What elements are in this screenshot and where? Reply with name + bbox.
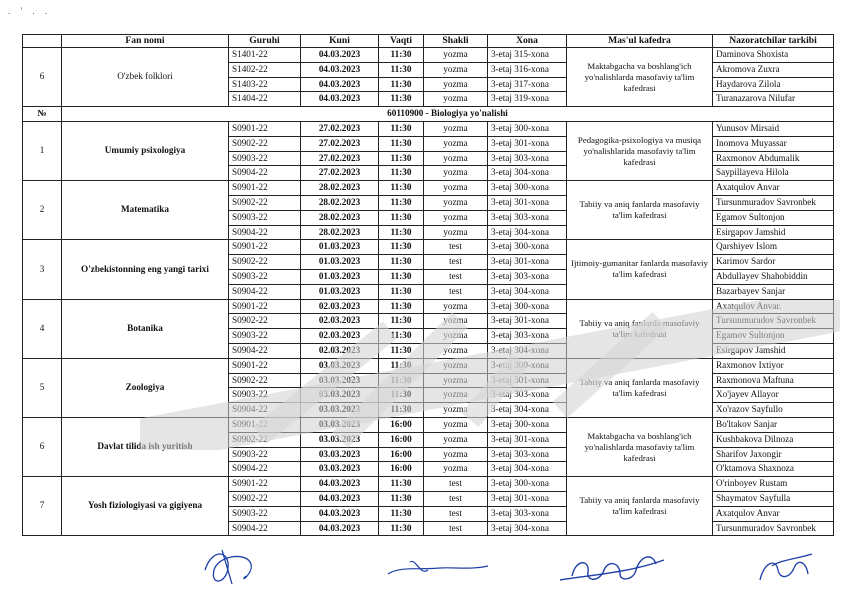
signature-4-icon: [760, 554, 812, 580]
room: 3-etaj 316-xona: [488, 62, 567, 77]
supervisor-name: Sharifov Jaxongir: [713, 447, 834, 462]
exam-time: 11:30: [379, 314, 424, 329]
section-row: [23, 107, 834, 122]
supervisor-name: Axatqulov Anvar: [713, 506, 834, 521]
col-header-shakl: Shakli: [424, 35, 488, 48]
row-number: 6: [23, 417, 62, 476]
table-row: [23, 121, 834, 136]
exam-form: yozma: [424, 210, 488, 225]
exam-date: 02.03.2023: [301, 343, 379, 358]
supervisor-name: Egamov Sultonjon: [713, 329, 834, 344]
exam-date: 03.03.2023: [301, 358, 379, 373]
room: 3-etaj 304-xona: [488, 284, 567, 299]
room: 3-etaj 301-xona: [488, 373, 567, 388]
responsible-department: Maktabgacha va boshlang'ich yo'nalishlarda masofaviy ta'lim kafedrasi: [567, 48, 713, 107]
exam-form: yozma: [424, 462, 488, 477]
exam-form: yozma: [424, 166, 488, 181]
room: 3-etaj 300-xona: [488, 477, 567, 492]
exam-form: yozma: [424, 299, 488, 314]
exam-date: 03.03.2023: [301, 432, 379, 447]
exam-form: yozma: [424, 121, 488, 136]
exam-time: 11:30: [379, 521, 424, 536]
signatures: [0, 540, 842, 596]
group-code: S0902-22: [229, 432, 301, 447]
room: 3-etaj 303-xona: [488, 329, 567, 344]
col-header-kun: Kuni: [301, 35, 379, 48]
exam-time: 11:30: [379, 195, 424, 210]
col-header-no: [23, 35, 62, 48]
exam-date: 03.03.2023: [301, 388, 379, 403]
group-code: S0902-22: [229, 373, 301, 388]
exam-date: 27.02.2023: [301, 136, 379, 151]
group-code: S0903-22: [229, 151, 301, 166]
page-marks: . ' . .: [8, 6, 52, 16]
supervisor-name: Raxmonova Maftuna: [713, 373, 834, 388]
exam-time: 16:00: [379, 462, 424, 477]
exam-date: 27.02.2023: [301, 151, 379, 166]
supervisor-name: Egamov Sultonjon: [713, 210, 834, 225]
subject-name: Umumiy psixologiya: [62, 121, 229, 180]
exam-form: test: [424, 284, 488, 299]
exam-time: 11:30: [379, 284, 424, 299]
exam-date: 04.03.2023: [301, 92, 379, 107]
exam-time: 11:30: [379, 388, 424, 403]
responsible-department: Pedagogika-psixologiya va musiqa yo'nalishlarida masofaviy ta'lim kafedrasi: [567, 121, 713, 180]
exam-time: 16:00: [379, 432, 424, 447]
row-number: 4: [23, 299, 62, 358]
group-code: S0903-22: [229, 210, 301, 225]
supervisor-name: O'rinboyev Rustam: [713, 477, 834, 492]
exam-form: yozma: [424, 151, 488, 166]
subject-name: Yosh fiziologiyasi va gigiyena: [62, 477, 229, 536]
exam-time: 11:30: [379, 166, 424, 181]
exam-date: 01.03.2023: [301, 255, 379, 270]
supervisor-name: Tursunmuradov Savronbek: [713, 195, 834, 210]
exam-form: yozma: [424, 48, 488, 63]
room: 3-etaj 301-xona: [488, 314, 567, 329]
exam-time: 11:30: [379, 506, 424, 521]
room: 3-etaj 300-xona: [488, 240, 567, 255]
group-code: S0903-22: [229, 269, 301, 284]
signature-2-icon: [388, 561, 488, 574]
room: 3-etaj 304-xona: [488, 343, 567, 358]
col-header-kafedra: Mas'ul kafedra: [567, 35, 713, 48]
exam-form: yozma: [424, 181, 488, 196]
supervisor-name: Haydarova Zilola: [713, 77, 834, 92]
group-code: S0903-22: [229, 329, 301, 344]
room: 3-etaj 317-xona: [488, 77, 567, 92]
responsible-department: Tabiiy va aniq fanlarda masofaviy ta'lim kafedrasi: [567, 477, 713, 536]
supervisor-name: Inomova Muyassar: [713, 136, 834, 151]
table-row: [23, 48, 834, 63]
room: 3-etaj 300-xona: [488, 121, 567, 136]
room: 3-etaj 301-xona: [488, 195, 567, 210]
room: 3-etaj 304-xona: [488, 521, 567, 536]
table-row: [23, 477, 834, 492]
supervisor-name: Karimov Sardor: [713, 255, 834, 270]
exam-form: yozma: [424, 314, 488, 329]
col-header-vaqt: Vaqti: [379, 35, 424, 48]
exam-form: test: [424, 269, 488, 284]
exam-form: test: [424, 240, 488, 255]
group-code: S0901-22: [229, 181, 301, 196]
exam-time: 11:30: [379, 255, 424, 270]
exam-time: 11:30: [379, 121, 424, 136]
section-title: 60110900 - Biologiya yo'nalishi: [62, 107, 834, 122]
table-row: [23, 417, 834, 432]
group-code: S0901-22: [229, 477, 301, 492]
exam-date: 04.03.2023: [301, 48, 379, 63]
exam-form: yozma: [424, 225, 488, 240]
table-row: [23, 299, 834, 314]
exam-form: yozma: [424, 136, 488, 151]
row-number: 5: [23, 358, 62, 417]
group-code: S0904-22: [229, 166, 301, 181]
exam-time: 11:30: [379, 62, 424, 77]
group-code: S0902-22: [229, 255, 301, 270]
exam-date: 04.03.2023: [301, 506, 379, 521]
exam-time: 11:30: [379, 151, 424, 166]
col-header-nazorat: Nazoratchilar tarkibi: [713, 35, 834, 48]
exam-date: 28.02.2023: [301, 181, 379, 196]
supervisor-name: Xo'jayev Allayor: [713, 388, 834, 403]
exam-form: yozma: [424, 388, 488, 403]
group-code: S0901-22: [229, 417, 301, 432]
exam-time: 11:30: [379, 343, 424, 358]
exam-time: 11:30: [379, 181, 424, 196]
room: 3-etaj 303-xona: [488, 151, 567, 166]
room: 3-etaj 304-xona: [488, 166, 567, 181]
group-code: S0903-22: [229, 447, 301, 462]
exam-time: 11:30: [379, 225, 424, 240]
room: 3-etaj 301-xona: [488, 136, 567, 151]
exam-time: 11:30: [379, 77, 424, 92]
group-code: S0904-22: [229, 343, 301, 358]
exam-form: yozma: [424, 62, 488, 77]
exam-date: 02.03.2023: [301, 299, 379, 314]
supervisor-name: Tursunmuradov Savronbek: [713, 314, 834, 329]
supervisor-name: Qarshiyev Islom: [713, 240, 834, 255]
responsible-department: Tabiiy va aniq fanlarda masofaviy ta'lim kafedrasi: [567, 181, 713, 240]
supervisor-name: Raxmonov Ixtiyor: [713, 358, 834, 373]
exam-time: 11:30: [379, 92, 424, 107]
responsible-department: Tabiiy va aniq fanlarda masofaviy ta'lim kafedrasi: [567, 299, 713, 358]
exam-date: 28.02.2023: [301, 195, 379, 210]
exam-date: 04.03.2023: [301, 77, 379, 92]
group-code: S0901-22: [229, 299, 301, 314]
subject-name: O'zbekistonning eng yangi tarixi: [62, 240, 229, 299]
exam-time: 11:30: [379, 477, 424, 492]
responsible-department: Ijtimoiy-gumanitar fanlarda masofaviy ta'lim kafedrasi: [567, 240, 713, 299]
group-code: S0904-22: [229, 403, 301, 418]
exam-date: 27.02.2023: [301, 121, 379, 136]
responsible-department: Maktabgacha va boshlang'ich yo'nalishlarda masofaviy ta'lim kafedrasi: [567, 417, 713, 476]
section-header: [23, 107, 834, 122]
table-row: [23, 358, 834, 373]
exam-form: yozma: [424, 417, 488, 432]
exam-date: 03.03.2023: [301, 373, 379, 388]
supervisor-name: Esirgapov Jamshid: [713, 343, 834, 358]
table-row: [23, 181, 834, 196]
supervisor-name: Tursunmuradov Savronbek: [713, 521, 834, 536]
exam-date: 28.02.2023: [301, 225, 379, 240]
exam-date: 03.03.2023: [301, 403, 379, 418]
exam-form: yozma: [424, 329, 488, 344]
supervisor-name: Turanazarova Nilufar: [713, 92, 834, 107]
exam-date: 28.02.2023: [301, 210, 379, 225]
group-code: S1401-22: [229, 48, 301, 63]
room: 3-etaj 304-xona: [488, 225, 567, 240]
supervisor-name: Saypillayeva Hilola: [713, 166, 834, 181]
supervisor-name: Raxmonov Abdumalik: [713, 151, 834, 166]
subject-name: Davlat tilida ish yuritish: [62, 417, 229, 476]
group-code: S1403-22: [229, 77, 301, 92]
room: 3-etaj 300-xona: [488, 181, 567, 196]
exam-form: test: [424, 506, 488, 521]
exam-form: yozma: [424, 358, 488, 373]
group-code: S0903-22: [229, 388, 301, 403]
exam-date: 03.03.2023: [301, 447, 379, 462]
exam-time: 11:30: [379, 299, 424, 314]
subject-name: Matematika: [62, 181, 229, 240]
subject-name: Zoologiya: [62, 358, 229, 417]
exam-form: test: [424, 255, 488, 270]
exam-form: test: [424, 521, 488, 536]
table-row: [23, 240, 834, 255]
room: 3-etaj 301-xona: [488, 432, 567, 447]
supervisor-name: Bazarbayev Sanjar: [713, 284, 834, 299]
exam-time: 11:30: [379, 491, 424, 506]
group-code: S1404-22: [229, 92, 301, 107]
exam-time: 11:30: [379, 358, 424, 373]
exam-form: yozma: [424, 77, 488, 92]
row-number: 7: [23, 477, 62, 536]
room: 3-etaj 300-xona: [488, 417, 567, 432]
group-code: S0902-22: [229, 136, 301, 151]
exam-date: 02.03.2023: [301, 314, 379, 329]
supervisor-name: Shaymatov Sayfulla: [713, 491, 834, 506]
exam-time: 11:30: [379, 136, 424, 151]
room: 3-etaj 303-xona: [488, 269, 567, 284]
room: 3-etaj 303-xona: [488, 388, 567, 403]
exam-date: 01.03.2023: [301, 269, 379, 284]
room: 3-etaj 300-xona: [488, 358, 567, 373]
group-code: S0904-22: [229, 462, 301, 477]
subject-name: O'zbek folklori: [62, 48, 229, 107]
supervisor-name: Yunusov Mirsaid: [713, 121, 834, 136]
row-number: 1: [23, 121, 62, 180]
room: 3-etaj 319-xona: [488, 92, 567, 107]
section-no-label: №: [23, 107, 62, 122]
exam-form: yozma: [424, 403, 488, 418]
exam-date: 03.03.2023: [301, 417, 379, 432]
group-code: S0901-22: [229, 358, 301, 373]
exam-time: 11:30: [379, 329, 424, 344]
exam-date: 04.03.2023: [301, 521, 379, 536]
col-header-guruh: Guruhi: [229, 35, 301, 48]
exam-date: 04.03.2023: [301, 491, 379, 506]
subject-name: Botanika: [62, 299, 229, 358]
exam-form: test: [424, 477, 488, 492]
exam-form: yozma: [424, 92, 488, 107]
group-code: S0903-22: [229, 506, 301, 521]
main-blocks: [23, 121, 834, 535]
exam-date: 01.03.2023: [301, 240, 379, 255]
signature-1-icon: [205, 550, 251, 584]
room: 3-etaj 301-xona: [488, 255, 567, 270]
exam-date: 01.03.2023: [301, 284, 379, 299]
room: 3-etaj 301-xona: [488, 491, 567, 506]
exam-time: 16:00: [379, 447, 424, 462]
exam-date: 03.03.2023: [301, 462, 379, 477]
exam-time: 11:30: [379, 210, 424, 225]
supervisor-name: Akromova Zuxra: [713, 62, 834, 77]
col-header-xona: Xona: [488, 35, 567, 48]
col-header-fan: Fan nomi: [62, 35, 229, 48]
supervisor-name: Kushbakova Dilnoza: [713, 432, 834, 447]
supervisor-name: Bo'ltakov Sanjar: [713, 417, 834, 432]
supervisor-name: O'ktamova Shaxnoza: [713, 462, 834, 477]
group-code: S0901-22: [229, 240, 301, 255]
exam-time: 11:30: [379, 269, 424, 284]
exam-schedule-table: [22, 34, 834, 536]
supervisor-name: Daminova Shoxista: [713, 48, 834, 63]
supervisor-name: Abdullayev Shahobiddin: [713, 269, 834, 284]
group-code: S0902-22: [229, 195, 301, 210]
exam-form: yozma: [424, 447, 488, 462]
group-code: S0904-22: [229, 284, 301, 299]
room: 3-etaj 315-xona: [488, 48, 567, 63]
exam-form: test: [424, 491, 488, 506]
group-code: S0902-22: [229, 314, 301, 329]
exam-date: 02.03.2023: [301, 329, 379, 344]
supervisor-name: Esirgapov Jamshid: [713, 225, 834, 240]
exam-time: 11:30: [379, 48, 424, 63]
room: 3-etaj 300-xona: [488, 299, 567, 314]
room: 3-etaj 304-xona: [488, 462, 567, 477]
row-number: 3: [23, 240, 62, 299]
exam-date: 27.02.2023: [301, 166, 379, 181]
exam-time: 16:00: [379, 417, 424, 432]
row-number: 2: [23, 181, 62, 240]
group-code: S1402-22: [229, 62, 301, 77]
table-header-row: [23, 35, 834, 48]
exam-date: 04.03.2023: [301, 62, 379, 77]
room: 3-etaj 304-xona: [488, 403, 567, 418]
group-code: S0902-22: [229, 491, 301, 506]
room: 3-etaj 303-xona: [488, 210, 567, 225]
supervisor-name: Xo'razov Sayfullo: [713, 403, 834, 418]
responsible-department: Tabiiy va aniq fanlarda masofaviy ta'lim kafedrasi: [567, 358, 713, 417]
row-number: 6: [23, 48, 62, 107]
exam-form: yozma: [424, 373, 488, 388]
room: 3-etaj 303-xona: [488, 506, 567, 521]
exam-time: 11:30: [379, 373, 424, 388]
group-code: S0904-22: [229, 225, 301, 240]
group-code: S0901-22: [229, 121, 301, 136]
exam-form: yozma: [424, 195, 488, 210]
top-block: [23, 48, 834, 107]
room: 3-etaj 303-xona: [488, 447, 567, 462]
group-code: S0904-22: [229, 521, 301, 536]
exam-time: 11:30: [379, 240, 424, 255]
supervisor-name: Axatqulov Anvar.: [713, 299, 834, 314]
signature-3-icon: [560, 557, 664, 580]
supervisor-name: Axatqulov Anvar: [713, 181, 834, 196]
exam-form: yozma: [424, 343, 488, 358]
exam-form: yozma: [424, 432, 488, 447]
exam-date: 04.03.2023: [301, 477, 379, 492]
exam-time: 11:30: [379, 403, 424, 418]
